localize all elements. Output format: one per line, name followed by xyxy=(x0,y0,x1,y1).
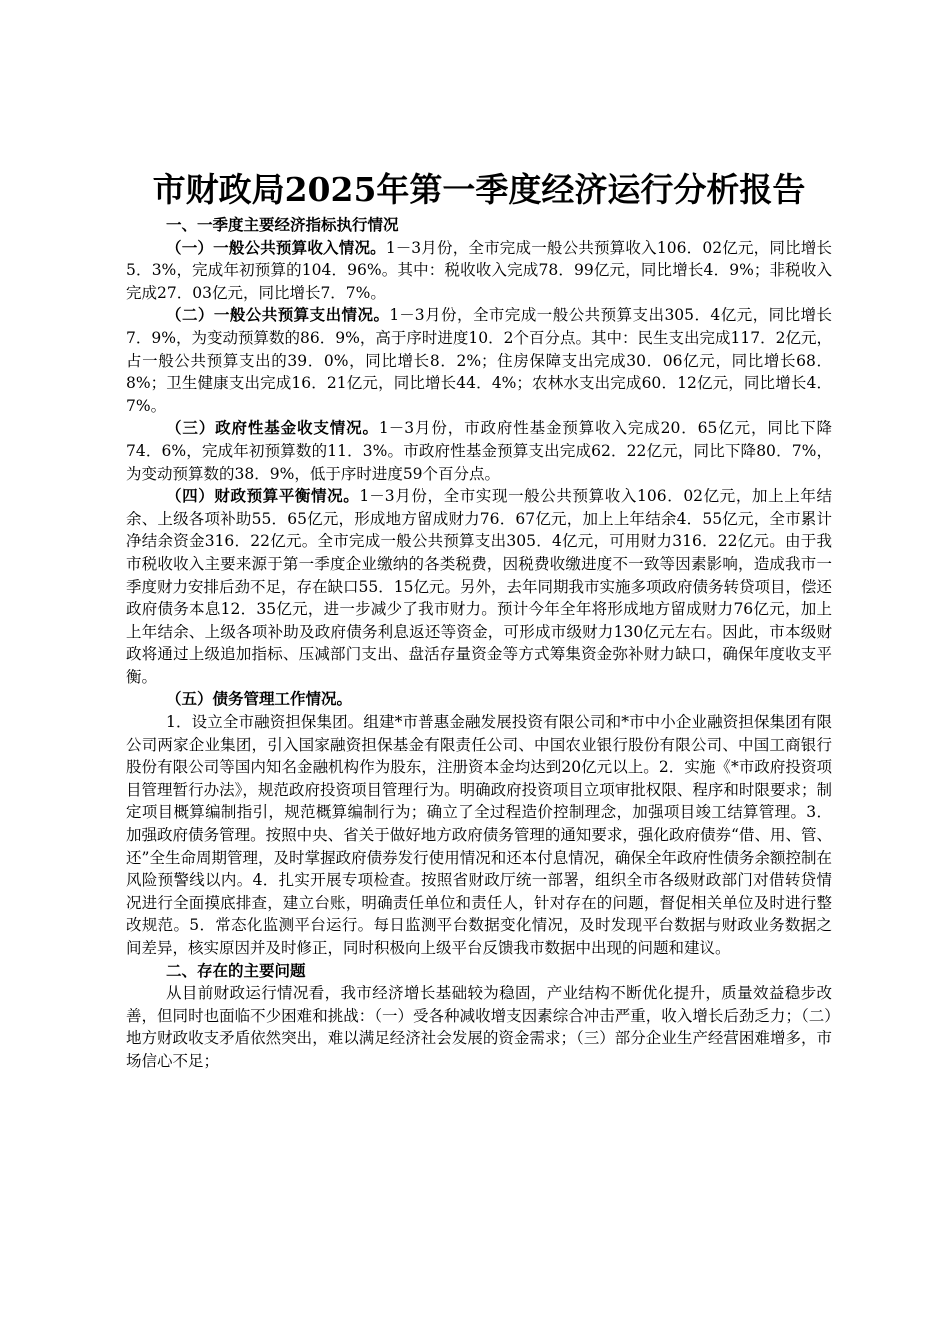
paragraph-main-problems: 从目前财政运行情况看，我市经济增长基础较为稳固，产业结构不断优化提升，质量效益稳步改善，但同时也面临不少困难和挑战：（一）受各种减收增支因素综合冲击严重，收入增长后劲乏力；（二）地方财政收支矛盾依然突出，难以满足经济社会发展的资金需求；（三）部分企业生产经营困难增多，市场信心不足； xyxy=(126,984,832,1070)
paragraph-budget-revenue xyxy=(126,237,832,305)
paragraph-debt-management: 1．设立全市融资担保集团。组建*市普惠金融发展投资有限公司和*市中小企业融资担保集团有限公司两家企业集团，引入国家融资担保基金有限责任公司、中国农业银行股份有限公司、中国工商银行股份有限公司等国内知名金融机构作为股东，注册资本金均达到20亿元以上。2．实施《*市政府投资项目管理暂行办法》，规范政府投资项目管理行为。明确政府投资项目立项审批权限、程序和时限要求；制定项目概算编制指引，规范概算编制行为；确立了全过程造价控制理念，加强项目竣工结算管理。3．加强政府债务管理。按照中央、省关于做好地方政府债务管理的通知要求，强化政府债券“借、用、管、还”全生命周期管理，及时掌握政府债券发行使用情况和还本付息情况，确保全年政府性债务余额控制在风险预警线以内。4．扎实开展专项检查。按照省财政厅统一部署，组织全市各级财政部门对借转贷情况进行全面摸底排查，建立台账，明确责任单位和责任人，针对存在的问题，督促相关单位及时进行整改规范。5．常态化监测平台运行。每日监测平台数据变化情况，及时发现平台数据与财政业务数据之间差异，核实原因并及时修正，同时积极向上级平台反馈我市数据中出现的问题和建议。 xyxy=(126,713,832,957)
document-title: 市财政局2025年第一季度经济运行分析报告 xyxy=(152,170,806,209)
paragraph-lead: （三）政府性基金收支情况。 xyxy=(166,418,379,438)
paragraph-text: 1－3月份，全市完成一般公共预算支出305．4亿元，同比增长7．9%，为变动预算数的86．9%，高于序时进度10．2个百分点。其中：民生支出完成117．2亿元，占一般公共预算支出的39．0%，同比增长8．2%；住房保障支出完成30．06亿元，同比增长68．8%；卫生健康支出完成16．21亿元，同比增长44．4%；农林水支出完成60．12亿元，同比增长4．7%。 xyxy=(126,306,832,415)
paragraph-government-fund xyxy=(126,417,832,485)
section-heading-1: 一、一季度主要经济指标执行情况 xyxy=(166,215,399,234)
paragraph-text: 1－3月份，全市实现一般公共预算收入106．02亿元，加上上年结余、上级各项补助55．65亿元，形成地方留成财力76．67亿元，加上上年结余4．55亿元，全市累计净结余资金316．22亿元。全市完成一般公共预算支出305．4亿元，可用财力316．22亿元。由于我市税收收入主要来源于第一季度企业缴纳的各类税费，因税费收缴进度不一致等因素影响，造成我市一季度财力安排后劲不足，存在缺口55．15亿元。另外，去年同期我市实施多项政府债务转贷项目，偿还政府债务本息12．35亿元，进一步减少了我市财力。预计今年全年将形成地方留成财力76亿元，加上上年结余、上级各项补助及政府债务利息返还等资金，可形成市级财力130亿元左右。因此，市本级财政将通过上级追加指标、压减部门支出、盘活存量资金等方式筹集资金弥补财力缺口，确保年度收支平衡。 xyxy=(126,487,832,686)
paragraph-debt-heading xyxy=(126,688,832,711)
paragraph-lead: （一）一般公共预算收入情况。 xyxy=(166,237,386,257)
paragraph-budget-balance xyxy=(126,485,832,688)
section-heading-2: 二、存在的主要问题 xyxy=(166,960,306,980)
paragraph-lead: （四）财政预算平衡情况。 xyxy=(166,486,360,506)
paragraph-budget-expenditure xyxy=(126,304,832,417)
paragraph-lead: （五）债务管理工作情况。 xyxy=(166,689,353,709)
paragraph-text: 1－3月份，市政府性基金预算收入完成20．65亿元，同比下降74．6%，完成年初预算数的11．3%。市政府性基金预算支出完成62．22亿元，同比下降80．7%，为变动预算数的38．9%，低于序时进度59个百分点。 xyxy=(126,419,832,483)
paragraph-lead: （二）一般公共预算支出情况。 xyxy=(166,305,390,325)
paragraph-text: 1－3月份，全市完成一般公共预算收入106．02亿元，同比增长5．3%，完成年初预算的104．96%。其中：税收收入完成78．99亿元，同比增长4．9%；非税收入完成27．03亿元，同比增长7．7%。 xyxy=(126,238,832,302)
document-page xyxy=(126,168,832,1073)
